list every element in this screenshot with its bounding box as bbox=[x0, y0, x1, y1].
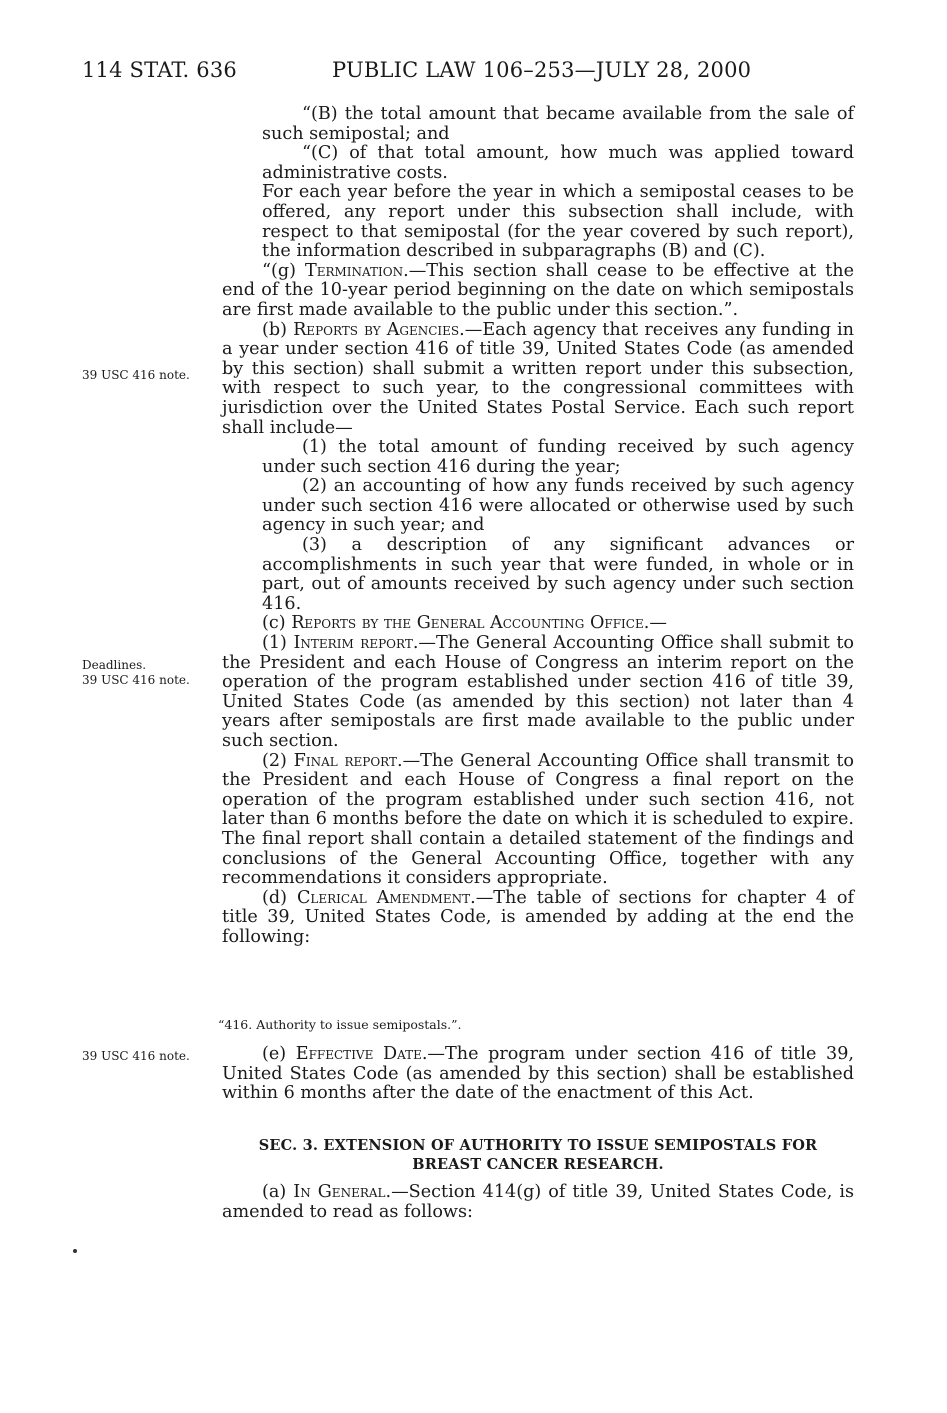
margin-note-deadlines bbox=[82, 658, 190, 688]
main-text-block bbox=[222, 105, 854, 948]
subsection-d-open: (d) bbox=[262, 887, 297, 908]
margin-note-deadlines-label: Deadlines. bbox=[82, 658, 147, 672]
subsection-b-body: .—Each agency that receives any funding in a year under section 416 of title 39, United States Code (as amended by this section) shall submit a written report under this subsection, with respect to such year, to the congressional committees with jurisdiction over the United States Postal Service. Each such report shall include— bbox=[222, 319, 854, 438]
section-3-text-block bbox=[222, 1183, 854, 1222]
subsection-c-body: .— bbox=[643, 613, 667, 634]
paragraph-c2 bbox=[222, 752, 854, 889]
subsection-a-body: .—Section 414(g) of title 39, United States Code, is amended to read as follows: bbox=[222, 1182, 854, 1222]
paragraph-b2: (2) an accounting of how any funds received by such agency under such section 416 were allocated or otherwise used by such agency in such year; and bbox=[262, 476, 854, 536]
margin-note-b: 39 USC 416 note. bbox=[82, 368, 190, 382]
paragraph-c2-open: (2) bbox=[262, 750, 294, 771]
margin-note-e: 39 USC 416 note. bbox=[82, 1049, 190, 1063]
subsection-a-open: (a) bbox=[262, 1182, 294, 1202]
subsection-e-heading: Effective Date bbox=[295, 1044, 422, 1064]
subparagraph-c: “(C) of that total amount, how much was applied toward administrative costs. bbox=[262, 143, 854, 183]
effective-date-block bbox=[222, 1045, 854, 1104]
margin-note-deadlines-cite: 39 USC 416 note. bbox=[82, 673, 190, 687]
subsection-g-body: .—This section shall cease to be effective at the end of the 10-year period beginning on the date on which semipostals are first made available to the public under this section.”. bbox=[222, 260, 855, 320]
subsection-b bbox=[222, 321, 854, 439]
subsection-b-open: (b) bbox=[262, 319, 294, 340]
subsection-d-body: .—The table of sections for chapter 4 of title 39, United States Code, is amended by adding at the end the following: bbox=[222, 887, 854, 947]
scan-speck bbox=[73, 1249, 77, 1253]
paragraph-b3: (3) a description of any significant advances or accomplishments in such year that were funded, in whole or in part, out of amounts received by such agency under such section 416. bbox=[262, 535, 854, 614]
paragraph-c1-open: (1) bbox=[262, 633, 294, 654]
section-3-heading: SEC. 3. EXTENSION OF AUTHORITY TO ISSUE SEMIPOSTALS FOR BREAST CANCER RESEARCH. bbox=[258, 1137, 818, 1173]
paragraph-c2-heading: Final report bbox=[293, 750, 397, 771]
law-citation-header: PUBLIC LAW 106–253—JULY 28, 2000 bbox=[332, 58, 752, 82]
subsection-e-body: .—The program under section 416 of title 39, United States Code (as amended by this section) shall be established within 6 months after the date of the enactment of this Act. bbox=[222, 1044, 854, 1104]
paragraph-c1-heading: Interim report bbox=[293, 633, 413, 654]
table-of-sections-entry: “416. Authority to issue semipostals.”. bbox=[218, 1017, 462, 1032]
subsection-a bbox=[222, 1183, 854, 1222]
subsection-e bbox=[222, 1045, 854, 1104]
flush-paragraph: For each year before the year in which a semipostal ceases to be offered, any report under this subsection shall include, with respect to that semipostal (for the year covered by such report), the information described in subparagraphs (B) and (C). bbox=[262, 182, 854, 262]
subsection-g-open: “(g) bbox=[262, 260, 305, 281]
paragraph-c2-body: .—The General Accounting Office shall transmit to the President and each House of Congress a final report on the operation of the program established under such section 416, not later than 6 months before the date on which it is scheduled to expire. The final report shall contain a detailed statement of the findings and conclusions of the General Accounting Office, together with any recommendations it considers appropriate. bbox=[222, 750, 854, 889]
subsection-d-heading: Clerical Amendment bbox=[296, 887, 471, 908]
paragraph-c1-body: .—The General Accounting Office shall submit to the President and each House of Congress an interim report on the operation of the program established under section 416 of title 39, United States Code (as amended by this section) not later than 4 years after semipostals are first made available to the public under such section. bbox=[222, 633, 855, 751]
subsection-g bbox=[222, 262, 854, 321]
paragraph-b1: (1) the total amount of funding received by such agency under such section 416 during the year; bbox=[262, 437, 854, 477]
paragraph-c1 bbox=[222, 634, 854, 752]
subsection-b-heading: Reports by Agencies bbox=[293, 319, 460, 340]
subsection-g-heading: Termination bbox=[304, 260, 404, 281]
subsection-a-heading: In General bbox=[293, 1182, 386, 1202]
subsection-e-open: (e) bbox=[262, 1044, 296, 1064]
page-number-header: 114 STAT. 636 bbox=[82, 58, 237, 82]
subparagraph-b: “(B) the total amount that became available from the sale of such semipostal; and bbox=[262, 104, 854, 144]
subsection-c bbox=[222, 614, 854, 634]
subsection-d bbox=[222, 889, 854, 948]
subsection-c-heading: Reports by the General Accounting Office bbox=[291, 613, 644, 634]
subsection-c-open: (c) bbox=[262, 613, 292, 634]
